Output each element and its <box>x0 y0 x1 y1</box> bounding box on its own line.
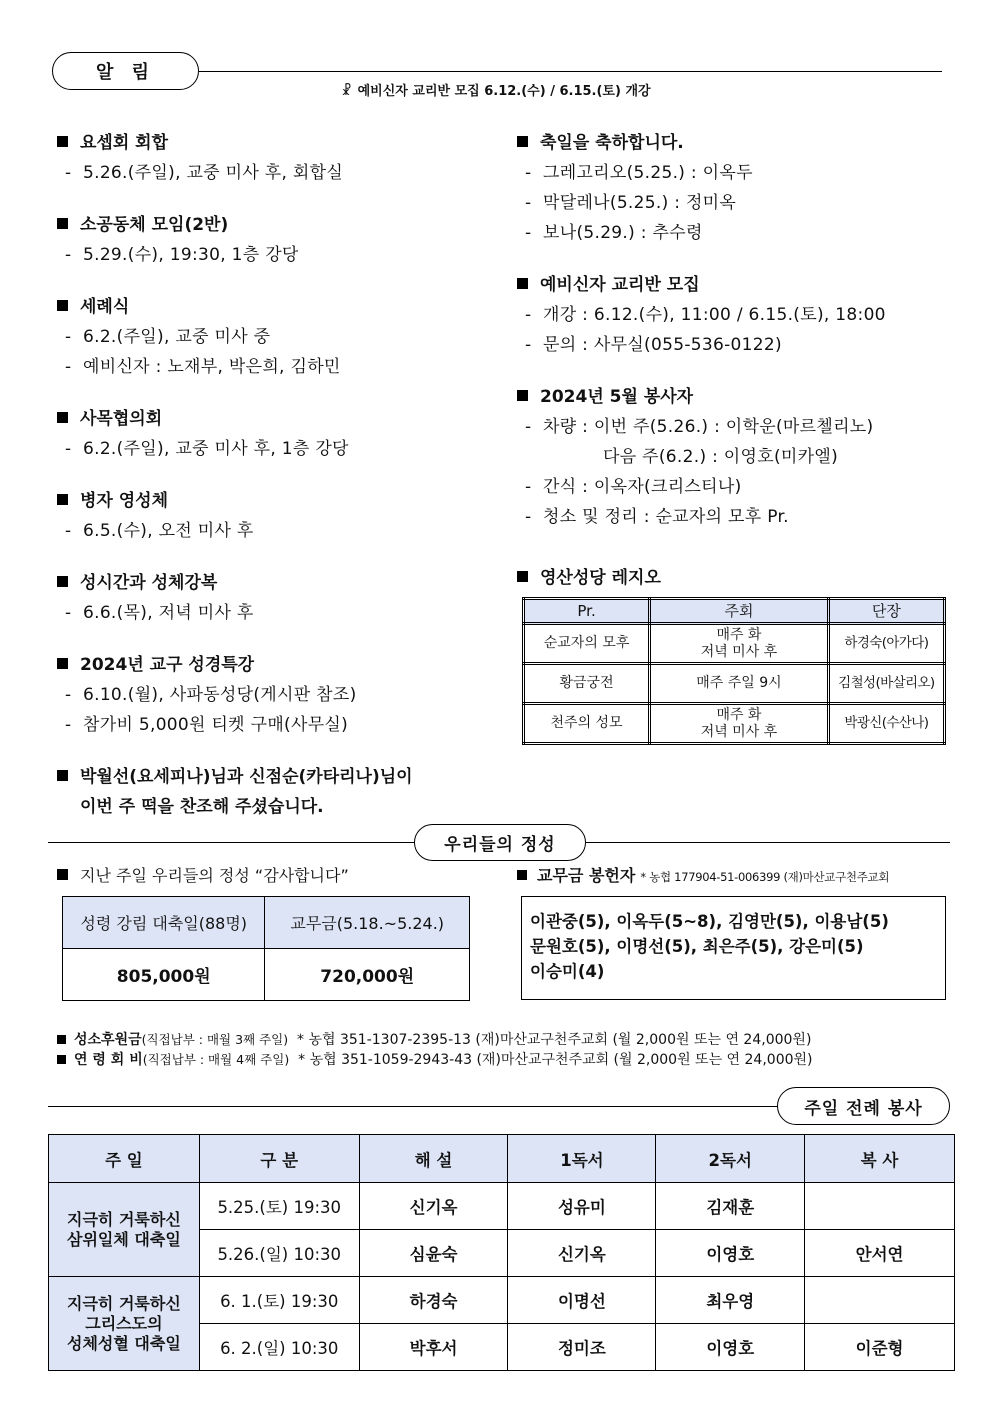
legio-row <box>524 624 945 664</box>
donors-line: 문원호(5), 이명선(5), 최은주(5), 강은미(5) <box>530 937 864 956</box>
liturgy-header-sunday: 주 일 <box>49 1135 200 1183</box>
legio-table <box>522 597 946 745</box>
section-pastoral-council: 사목협의회 - 6.2.(주일), 교중 미사 후, 1층 강당 <box>57 404 497 464</box>
snack-volunteer: 간식 : 이옥자(크리스티나) <box>543 477 742 497</box>
liturgy-header-time: 구 분 <box>199 1135 359 1183</box>
donors-account: * 농협 177904-51-006399 (재)마산교구천주교회 <box>640 870 890 884</box>
offering-value-dues: 720,000원 <box>265 949 470 1001</box>
square-bullet-icon <box>517 571 528 582</box>
offering-header-row <box>63 897 470 949</box>
section-title: 사목협의회 <box>80 409 163 429</box>
section-item: 6.2.(주일), 교중 미사 후, 1층 강당 <box>83 439 349 459</box>
section-title: 소공동체 모임(2반) <box>80 215 229 235</box>
legio-meeting: 매주 주일 9시 <box>650 664 829 704</box>
legio-meeting: 매주 화 저녁 미사 후 <box>650 624 829 664</box>
square-bullet-icon <box>517 278 528 289</box>
liturgy-time: 6. 2.(일) 10:30 <box>199 1324 359 1371</box>
section-sick-communion: 병자 영성체 - 6.5.(수), 오전 미사 후 <box>57 486 497 546</box>
section-volunteers: 2024년 5월 봉사자 - 차량 : 이번 주(5.26.) : 이학운(마르첼리노) 다음 주(6.2.) : 이영호(미카엘) - 간식 : 이옥자(크리스티나) - 청소 및 정리 : 순교자의 모후 Pr. <box>517 382 957 532</box>
legio-leader: 박광신(수산나) <box>828 704 944 744</box>
section-feast-days: 축일을 축하합니다. - 그레고리오(5.25.) : 이옥두 - 막달레나(5.25.) : 정미옥 - 보나(5.29.) : 추수령 <box>517 128 957 248</box>
notice-divider <box>199 71 942 72</box>
legio-pr: 황금궁전 <box>524 664 650 704</box>
square-bullet-icon <box>57 494 68 505</box>
legio-meeting: 매주 화 저녁 미사 후 <box>650 704 829 744</box>
liturgy-feast: 지극히 거룩하신 그리스도의 성체성혈 대축일 <box>49 1277 200 1371</box>
section-item: 6.2.(주일), 교중 미사 중 <box>83 327 271 347</box>
offering-title <box>57 861 349 891</box>
square-bullet-icon <box>57 218 68 229</box>
legio-pr: 순교자의 모후 <box>524 624 650 664</box>
section-joseph: 요셉회 회합 - 5.26.(주일), 교중 미사 후, 회합실 <box>57 128 497 188</box>
square-bullet-icon <box>57 770 68 781</box>
section-title: 세례식 <box>80 297 130 317</box>
thanks-line-2: 이번 주 떡을 찬조해 주셨습니다. <box>80 797 324 817</box>
offering-divider-left <box>48 842 415 843</box>
square-bullet-icon <box>517 870 527 880</box>
offering-header-feast: 성령 강림 대축일(88명) <box>63 897 265 949</box>
section-title: 2024년 5월 봉사자 <box>540 387 694 407</box>
liturgy-row <box>49 1183 955 1230</box>
liturgy-commentary: 박후서 <box>359 1324 508 1371</box>
section-title: 성시간과 성체강복 <box>80 573 218 593</box>
offering-value-feast: 805,000원 <box>63 949 265 1001</box>
liturgy-reading1: 신기옥 <box>508 1230 656 1277</box>
section-item: 5.26.(주일), 교중 미사 후, 회합실 <box>83 163 344 183</box>
section-title: 2024년 교구 성경특강 <box>80 655 255 675</box>
offering-value-row <box>63 949 470 1001</box>
liturgy-server <box>805 1277 955 1324</box>
legio-title-text: 영산성당 레지오 <box>540 568 661 588</box>
section-item: 개강 : 6.12.(수), 11:00 / 6.15.(토), 18:00 <box>543 305 886 325</box>
square-bullet-icon <box>57 869 68 880</box>
liturgy-server: 이준형 <box>805 1324 955 1371</box>
section-item: 6.10.(월), 사파동성당(게시판 참조) <box>83 685 357 705</box>
section-holy-hour: 성시간과 성체강복 - 6.6.(목), 저녁 미사 후 <box>57 568 497 628</box>
liturgy-commentary: 하경숙 <box>359 1277 508 1324</box>
liturgy-reading2: 이영호 <box>656 1324 805 1371</box>
donors-box <box>521 896 946 1000</box>
section-item: 문의 : 사무실(055-536-0122) <box>543 335 782 355</box>
legio-leader: 하경숙(아가다) <box>828 624 944 664</box>
vehicle-this-week: 차량 : 이번 주(5.26.) : 이학운(마르첼리노) <box>543 417 874 437</box>
account-notes <box>57 1030 813 1070</box>
offering-table <box>62 896 470 1001</box>
section-item: 6.6.(목), 저녁 미사 후 <box>83 603 254 623</box>
legio-leader: 김철성(바살리오) <box>828 664 944 704</box>
section-item: 보나(5.29.) : 추수령 <box>543 223 703 243</box>
liturgy-server: 안서연 <box>805 1230 955 1277</box>
offering-header-dues: 교무금(5.18.~5.24.) <box>265 897 470 949</box>
section-item: 막달레나(5.25.) : 정미옥 <box>543 193 737 213</box>
legio-pr: 천주의 성모 <box>524 704 650 744</box>
legio-title <box>517 563 661 593</box>
legio-header-row <box>524 599 945 624</box>
donors-line: 이관중(5), 이옥두(5~8), 김영만(5), 이용남(5) <box>530 912 889 931</box>
liturgy-row <box>49 1277 955 1324</box>
section-small-community: 소공동체 모임(2반) - 5.29.(수), 19:30, 1층 강당 <box>57 210 497 270</box>
liturgy-reading2: 김재훈 <box>656 1183 805 1230</box>
section-item: 5.29.(수), 19:30, 1층 강당 <box>83 245 299 265</box>
right-column <box>517 128 957 554</box>
section-baptism: 세례식 - 6.2.(주일), 교중 미사 중 - 예비신자 : 노재부, 박은희, 김하민 <box>57 292 497 382</box>
liturgy-reading2: 최우영 <box>656 1277 805 1324</box>
legio-header-leader: 단장 <box>828 599 944 624</box>
legio-header-meeting: 주회 <box>650 599 829 624</box>
liturgy-table <box>48 1134 955 1371</box>
subtitle-text: 예비신자 교리반 모집 6.12.(수) / 6.15.(토) 개강 <box>357 84 651 99</box>
section-title: 병자 영성체 <box>80 491 169 511</box>
liturgy-reading1: 정미조 <box>508 1324 656 1371</box>
liturgy-feast: 지극히 거룩하신 삼위일체 대축일 <box>49 1183 200 1277</box>
notice-label-text: 알 림 <box>95 62 156 83</box>
offering-title-text: 지난 주일 우리들의 정성 “감사합니다” <box>80 866 349 885</box>
donors-title-text: 교무금 봉헌자 <box>537 866 636 885</box>
square-bullet-icon <box>57 412 68 423</box>
chi-rho-icon: ☧ <box>341 84 352 99</box>
liturgy-reading1: 이명선 <box>508 1277 656 1324</box>
liturgy-divider <box>48 1106 778 1107</box>
legio-header-pr: Pr. <box>524 599 650 624</box>
liturgy-reading1: 성유미 <box>508 1183 656 1230</box>
square-bullet-icon <box>57 1035 66 1044</box>
section-thanks <box>57 762 497 822</box>
liturgy-time: 5.25.(토) 19:30 <box>199 1183 359 1230</box>
square-bullet-icon <box>517 136 528 147</box>
square-bullet-icon <box>57 658 68 669</box>
cleaning-volunteer: 청소 및 정리 : 순교자의 모후 Pr. <box>543 507 789 527</box>
liturgy-commentary: 심윤숙 <box>359 1230 508 1277</box>
note-vocation-fund: 성소후원금(직접납부 : 매월 3째 주일) * 농협 351-1307-2395-13 (재)마산교구천주교회 (월 2,000원 또는 연 24,000원) <box>57 1030 813 1050</box>
vehicle-next-week: 다음 주(6.2.) : 이영호(미카엘) <box>603 447 839 467</box>
square-bullet-icon <box>57 136 68 147</box>
section-title: 예비신자 교리반 모집 <box>540 275 700 295</box>
liturgy-time: 6. 1.(토) 19:30 <box>199 1277 359 1324</box>
note-memorial-fund: 연 령 회 비(직접납부 : 매월 4째 주일) * 농협 351-1059-2943-43 (재)마산교구천주교회 (월 2,000원 또는 연 24,000원) <box>57 1050 813 1070</box>
liturgy-header-reading1: 1독서 <box>508 1135 656 1183</box>
section-bible-lecture: 2024년 교구 성경특강 - 6.10.(월), 사파동성당(게시판 참조) - 참가비 5,000원 티켓 구매(사무실) <box>57 650 497 740</box>
section-catechumen: 예비신자 교리반 모집 - 개강 : 6.12.(수), 11:00 / 6.15.(토), 18:00 - 문의 : 사무실(055-536-0122) <box>517 270 957 360</box>
liturgy-commentary: 신기옥 <box>359 1183 508 1230</box>
liturgy-header-row <box>49 1135 955 1183</box>
section-title: 요셉회 회합 <box>80 133 169 153</box>
liturgy-server <box>805 1183 955 1230</box>
liturgy-label <box>777 1087 950 1125</box>
legio-row <box>524 664 945 704</box>
section-title: 축일을 축하합니다. <box>540 133 684 153</box>
square-bullet-icon <box>57 576 68 587</box>
square-bullet-icon <box>57 300 68 311</box>
offering-label <box>414 824 586 861</box>
donors-line: 이승미(4) <box>530 962 605 981</box>
thanks-line-1: 박월선(요세피나)님과 신점순(카타리나)님이 <box>80 767 413 787</box>
legio-row <box>524 704 945 744</box>
notice-subtitle <box>0 80 992 99</box>
liturgy-header-commentary: 해 설 <box>359 1135 508 1183</box>
section-item: 참가비 5,000원 티켓 구매(사무실) <box>83 715 349 735</box>
donors-title <box>517 862 889 891</box>
square-bullet-icon <box>517 390 528 401</box>
liturgy-label-text: 주일 전례 봉사 <box>804 1098 923 1119</box>
section-item: 6.5.(수), 오전 미사 후 <box>83 521 254 541</box>
square-bullet-icon <box>57 1055 66 1064</box>
liturgy-time: 5.26.(일) 10:30 <box>199 1230 359 1277</box>
liturgy-header-reading2: 2독서 <box>656 1135 805 1183</box>
offering-label-text: 우리들의 정성 <box>444 835 556 855</box>
section-item: 예비신자 : 노재부, 박은희, 김하민 <box>83 357 341 377</box>
liturgy-header-server: 복 사 <box>805 1135 955 1183</box>
left-column <box>57 128 497 844</box>
liturgy-reading2: 이영호 <box>656 1230 805 1277</box>
offering-divider-right <box>586 842 950 843</box>
section-item: 그레고리오(5.25.) : 이옥두 <box>543 163 753 183</box>
